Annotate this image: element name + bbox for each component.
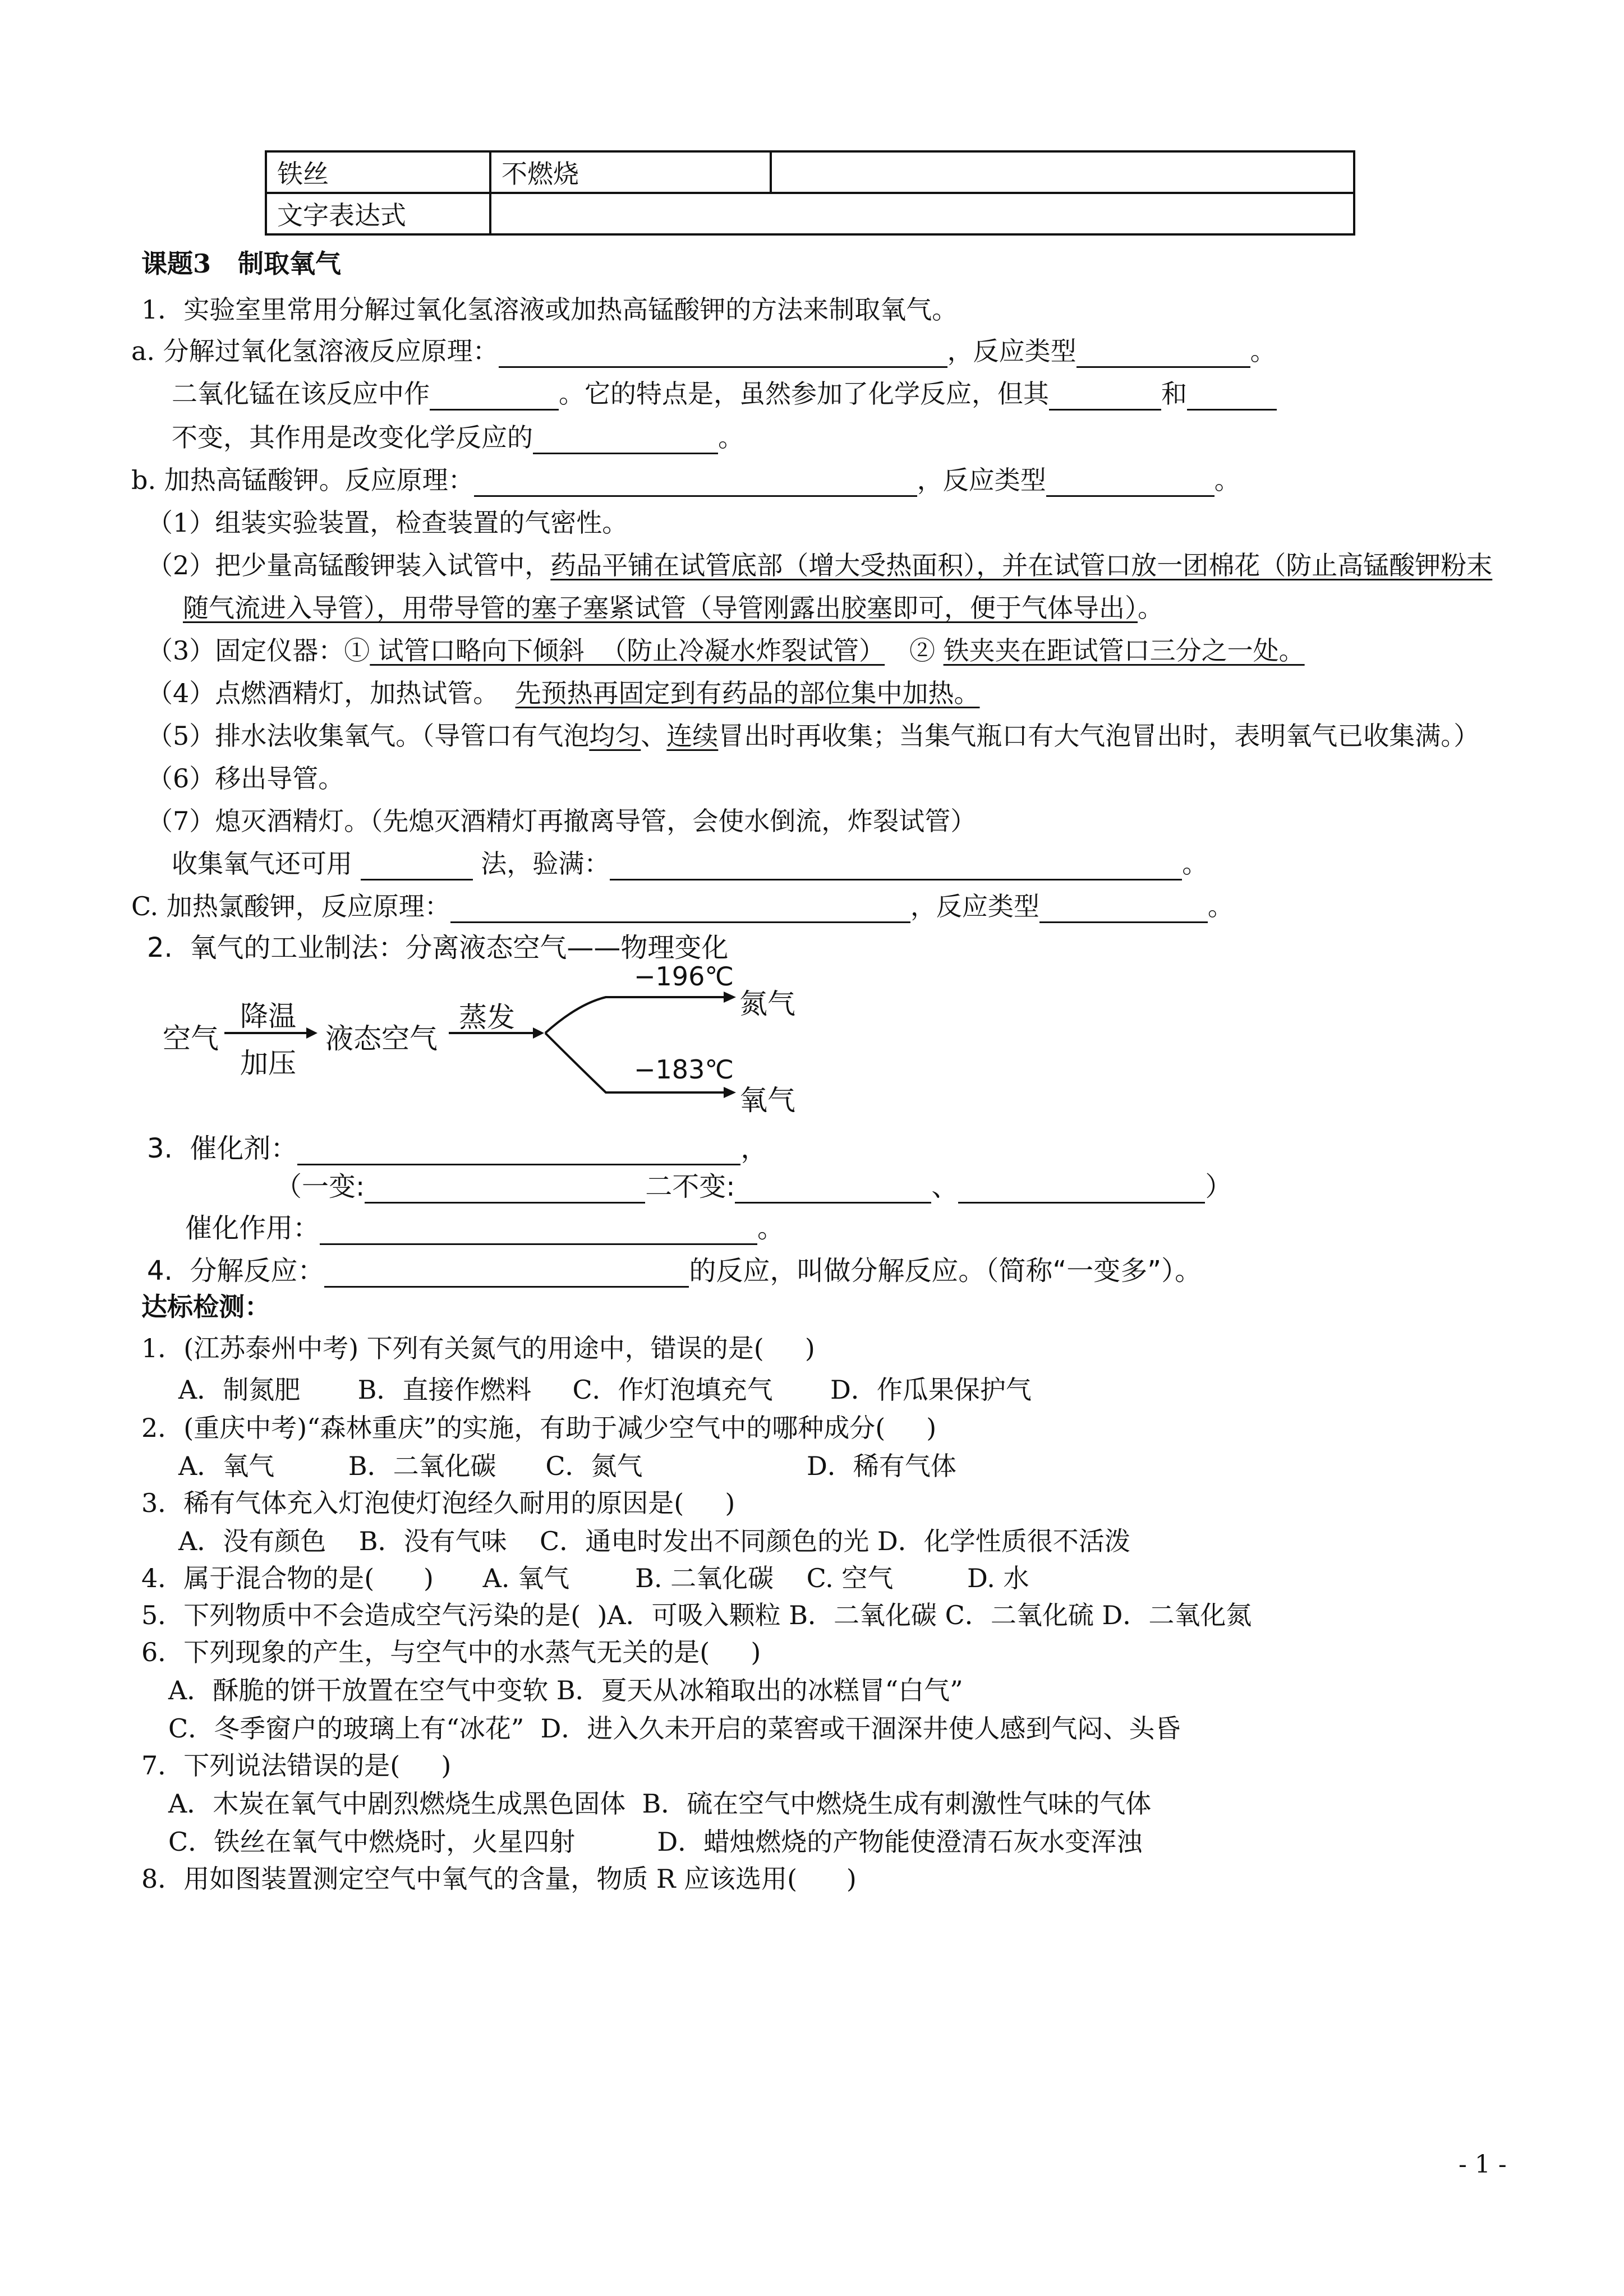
question-5: 5．下列物质中不会造成空气污染的是( )A．可吸入颗粒 B．二氧化碳 C．二氧化硫 D．二氧化氮 xyxy=(141,1600,1252,1630)
question-6-b: C．冬季窗户的玻璃上有“冰花” D．进入久未开启的菜窖或干涸深井使人感到气闷、头昏 xyxy=(168,1713,1181,1744)
text: 收集氧气还可用 xyxy=(172,849,361,879)
text: 的反应，叫做分解反应。（简称“一变多”）。 xyxy=(689,1255,1202,1287)
lesson-title: 课题3 制取氧气 xyxy=(141,248,342,279)
text: 。 xyxy=(757,1212,785,1244)
label-air: 空气 xyxy=(163,1022,219,1055)
s1-intro: 1．实验室里常用分解过氧化氢溶液或加热高锰酸钾的方法来制取氧气。 xyxy=(141,294,958,325)
answer-blank[interactable] xyxy=(958,1175,1205,1204)
label-n2-temp: −196℃ xyxy=(634,961,734,992)
text: 。 xyxy=(1207,891,1234,921)
question-7-a: A．木炭在氧气中剧烈燃烧生成黑色固体 B．硫在空气中燃烧生成有刺激性气味的气体 xyxy=(168,1788,1152,1819)
label-evaporate: 蒸发 xyxy=(459,1001,515,1034)
table-cell: 铁丝 xyxy=(266,151,490,193)
text: 催化作用： xyxy=(185,1212,320,1244)
label-nitrogen: 氮气 xyxy=(739,988,795,1020)
s3-line2 xyxy=(275,1170,1232,1204)
question-1-options: A．制氮肥 B．直接作燃料 C．作灯泡填充气 D．作瓜果保护气 xyxy=(178,1375,1032,1405)
text: 药品平铺在试管底部（增大受热面积），并在试管口放一团棉花（防止高锰酸钾粉末 xyxy=(550,550,1493,580)
text: 、 xyxy=(931,1171,959,1202)
label-o2-temp: −183℃ xyxy=(634,1054,734,1085)
answer-blank[interactable] xyxy=(735,1175,931,1204)
answer-blank[interactable] xyxy=(324,1259,689,1288)
text: ， xyxy=(740,1133,768,1164)
text: 二氧化锰在该反应中作 xyxy=(172,379,430,409)
text: 。 xyxy=(718,422,744,453)
question-4: 4．属于混合物的是( ) A. 氧气 B. 二氧化碳 C. 空气 D. 水 xyxy=(141,1563,1029,1593)
label-press: 加压 xyxy=(240,1047,296,1080)
text: 先预热再固定到有药品的部位集中加热。 xyxy=(515,678,980,708)
text: 随气流进入导管），用带导管的塞子塞紧试管（导管刚露出胶塞即可，便于气体导出） xyxy=(183,593,1138,623)
text: ② xyxy=(885,635,944,666)
text: 连续 xyxy=(666,721,719,751)
s3-line1 xyxy=(147,1132,767,1165)
question-3-options: A．没有颜色 B．没有气味 C．通电时发出不同颜色的光 D．化学性质很不活泼 xyxy=(178,1526,1130,1556)
text: b. 加热高锰酸钾。反应原理： xyxy=(131,465,474,495)
text: 4. 分解反应： xyxy=(147,1255,325,1287)
text: 试管口略向下倾斜 （防止冷凝水炸裂试管） xyxy=(370,635,885,666)
text: （3）固定仪器：① xyxy=(147,635,370,666)
label-liquid-air: 液态空气 xyxy=(325,1022,438,1055)
label-cool: 降温 xyxy=(240,1000,296,1032)
text: （2）把少量高锰酸钾装入试管中， xyxy=(147,550,551,580)
check-title: 达标检测： xyxy=(141,1292,270,1322)
question-6: 6．下列现象的产生，与空气中的水蒸气无关的是( ) xyxy=(141,1637,761,1667)
question-1: 1．(江苏泰州中考) 下列有关氮气的用途中，错误的是( ) xyxy=(141,1333,815,1363)
answer-blank[interactable] xyxy=(320,1216,757,1245)
text: 。 xyxy=(1250,336,1276,366)
s3-line3 xyxy=(185,1211,784,1245)
question-7-b: C．铁丝在氧气中燃烧时，火星四射 D．蜡烛燃烧的产物能使澄清石灰水变浑浊 xyxy=(168,1827,1143,1857)
text: ） xyxy=(1205,1171,1232,1202)
question-3: 3．稀有气体充入灯泡使灯泡经久耐用的原因是( ) xyxy=(141,1488,735,1518)
text: （5）排水法收集氧气。（导管口有气泡 xyxy=(147,721,590,751)
table-cell: 文字表达式 xyxy=(266,193,490,234)
question-7: 7．下列说法错误的是( ) xyxy=(141,1750,452,1781)
text: 和 xyxy=(1161,379,1187,409)
text: 。它的特点是，虽然参加了化学反应，但其 xyxy=(559,379,1049,409)
text: 均匀 xyxy=(589,721,641,751)
question-2-options: A．氧气 B．二氧化碳 C．氮气 D．稀有气体 xyxy=(178,1451,956,1481)
arrow-head xyxy=(724,1087,736,1098)
text: ，反应类型 xyxy=(910,891,1039,921)
text: 不变，其作用是改变化学反应的 xyxy=(172,422,533,453)
text: 法，验满： xyxy=(472,849,610,879)
step-6: （6）移出导管。 xyxy=(147,763,344,794)
label-oxygen: 氧气 xyxy=(739,1084,795,1117)
arrow-line xyxy=(545,997,724,1033)
question-8: 8．用如图装置测定空气中氧气的含量，物质 R 应该选用( ) xyxy=(141,1864,857,1894)
text: 。 xyxy=(1214,465,1240,495)
step-7: （7）熄灭酒精灯。（先熄灭酒精灯再撤离导管，会使水倒流，炸裂试管） xyxy=(147,806,977,836)
text: 3. 催化剂： xyxy=(147,1133,298,1164)
arrow-head xyxy=(306,1027,318,1039)
arrow-head xyxy=(724,992,736,1003)
text: 。 xyxy=(1182,849,1208,879)
text: 。 xyxy=(1138,593,1163,623)
text: a. 分解过氧化氢溶液反应原理： xyxy=(131,336,499,366)
answer-blank[interactable] xyxy=(365,1175,645,1204)
question-2: 2．(重庆中考)“森林重庆”的实施，有助于减少空气中的哪种成分( ) xyxy=(141,1413,937,1443)
text: ，反应类型 xyxy=(947,336,1076,366)
s4-line xyxy=(147,1254,1202,1288)
s2-title: 2. 氧气的工业制法：分离液态空气——物理变化 xyxy=(147,932,729,963)
text: 铁夹夹在距试管口三分之一处。 xyxy=(943,635,1305,666)
text: C. 加热氯酸钾，反应原理： xyxy=(131,891,450,921)
text: 冒出时再收集；当集气瓶口有大气泡冒出时，表明氧气已收集满。） xyxy=(718,721,1480,751)
page-number: - 1 - xyxy=(1459,2150,1507,2179)
step-1: （1）组装实验装置，检查装置的气密性。 xyxy=(147,508,628,538)
text: 二不变: xyxy=(645,1171,735,1202)
text: ，反应类型 xyxy=(917,465,1046,495)
text: 、 xyxy=(641,721,667,751)
text: （4）点燃酒精灯，加热试管。 xyxy=(147,678,516,708)
arrow-head xyxy=(533,1027,544,1039)
text: （一变: xyxy=(275,1171,365,1202)
answer-blank[interactable] xyxy=(297,1137,740,1165)
table-cell: 不燃烧 xyxy=(490,151,771,193)
question-6-a: A．酥脆的饼干放置在空气中变软 B．夏天从冰箱取出的冰糕冒“白气” xyxy=(168,1675,963,1705)
